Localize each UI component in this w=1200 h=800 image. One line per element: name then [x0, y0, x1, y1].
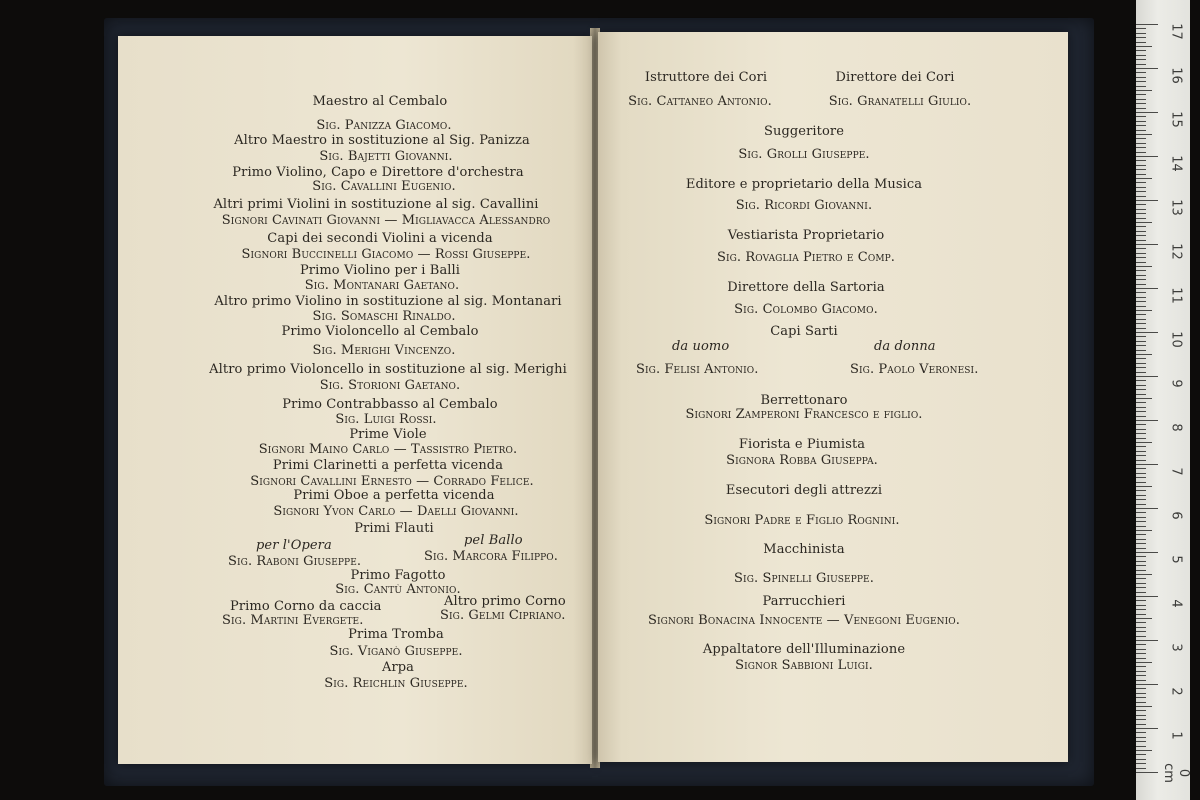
ruler-tick [1136, 768, 1146, 769]
name-line: Sig. Montanari Gaetano. [304, 278, 460, 293]
right-page [598, 32, 1068, 762]
ruler-tick [1136, 55, 1146, 56]
role-heading: Macchinista [763, 542, 845, 557]
ruler-tick [1136, 345, 1146, 346]
ruler-tick [1136, 574, 1152, 575]
role-heading: Altro Maestro in sostituzione al Sig. Panizza [234, 133, 530, 148]
role-heading: Prima Tromba [348, 627, 444, 642]
ruler-tick [1136, 394, 1146, 395]
ruler-tick [1136, 402, 1146, 403]
name-line: Sig. Rovaglia Pietro e Comp. [716, 250, 896, 265]
ruler-tick [1136, 640, 1158, 641]
ruler-tick [1136, 376, 1158, 377]
ruler-tick [1136, 671, 1146, 672]
ruler-tick [1136, 385, 1146, 386]
ruler-tick [1136, 301, 1146, 302]
name-line: Signori Bonacina Innocente — Venegoni Eugenio. [648, 613, 960, 628]
role-heading: Altro primo Violoncello in sostituzione al sig. Merighi [209, 362, 567, 377]
ruler-tick [1136, 407, 1146, 408]
name-line: Signori Cavallini Ernesto — Corrado Felice. [250, 474, 534, 489]
ruler-tick [1136, 433, 1146, 434]
ruler-tick [1136, 279, 1146, 280]
role-heading: Appaltatore dell'Illuminazione [702, 642, 906, 657]
role-heading: Capi dei secondi Violini a vicenda [267, 231, 493, 246]
ruler-tick [1136, 37, 1146, 38]
name-line: Sig. Cantù Antonio. [335, 582, 461, 597]
ruler-number: 13 [1168, 199, 1184, 216]
ruler-tick [1136, 543, 1146, 544]
ruler-tick [1136, 737, 1146, 738]
role-heading: Arpa [381, 660, 415, 675]
role-heading: Suggeritore [763, 124, 845, 139]
name-line: Signori Zamperoni Francesco e figlio. [685, 407, 923, 422]
name-line: Sig. Gelmi Cipriano. [440, 608, 566, 623]
ruler-tick [1136, 59, 1146, 60]
ruler-tick [1136, 33, 1146, 34]
ruler-tick [1136, 468, 1146, 469]
ruler-tick [1136, 600, 1146, 601]
ruler-tick [1136, 266, 1152, 267]
name-line: Sig. Spinelli Giuseppe. [734, 571, 874, 586]
ruler-tick [1136, 605, 1146, 606]
ruler-tick [1136, 372, 1146, 373]
ruler-tick [1136, 323, 1146, 324]
ruler-tick [1136, 235, 1146, 236]
ruler-tick [1136, 495, 1146, 496]
ruler-tick [1136, 231, 1146, 232]
ruler-tick [1136, 222, 1152, 223]
ruler-tick [1136, 666, 1146, 667]
name-line: Sig. Paolo Veronesi. [850, 362, 979, 377]
ruler-tick [1136, 319, 1146, 320]
name-line: Signori Buccinelli Giacomo — Rossi Giuseppe. [241, 247, 531, 262]
ruler-tick [1136, 618, 1152, 619]
name-line: Sig. Bajetti Giovanni. [319, 149, 453, 164]
ruler-tick [1136, 464, 1158, 465]
name-line: Sig. Raboni Giuseppe. [228, 554, 362, 569]
ruler-tick [1136, 284, 1146, 285]
ruler-tick [1136, 530, 1152, 531]
ruler-tick [1136, 416, 1146, 417]
name-line: Signori Cavinati Giovanni — Migliavacca Alessandro [221, 213, 551, 228]
name-line: Signori Yvon Carlo — Daelli Giovanni. [273, 504, 519, 519]
name-line: Sig. Felisi Antonio. [636, 362, 759, 377]
ruler-tick [1136, 336, 1146, 337]
ruler-tick [1136, 244, 1158, 245]
ruler-tick [1136, 165, 1146, 166]
ruler-number: 17 [1168, 23, 1184, 40]
ruler-tick [1136, 103, 1146, 104]
role-heading: Primo Corno da caccia [230, 599, 382, 614]
ruler-tick [1136, 253, 1146, 254]
ruler-tick [1136, 147, 1146, 148]
ruler-tick [1136, 424, 1146, 425]
role-heading: Primo Fagotto [350, 568, 446, 583]
ruler-unit-label: 0 cm [1161, 763, 1191, 783]
name-line: Sig. Cattaneo Antonio. [628, 94, 772, 109]
ruler-tick [1136, 512, 1146, 513]
ruler-tick [1136, 706, 1152, 707]
ruler-tick [1136, 240, 1146, 241]
role-heading: Parrucchieri [762, 594, 846, 609]
ruler-tick [1136, 592, 1146, 593]
ruler-tick [1136, 473, 1146, 474]
ruler-tick [1136, 741, 1146, 742]
ruler-tick [1136, 42, 1146, 43]
ruler-tick [1136, 297, 1146, 298]
ruler-tick [1136, 350, 1146, 351]
ruler-tick [1136, 460, 1146, 461]
role-heading: Altri primi Violini in sostituzione al sig. Cavallini [213, 197, 539, 212]
ruler-tick [1136, 169, 1146, 170]
ruler-tick [1136, 196, 1146, 197]
ruler-tick [1136, 684, 1158, 685]
name-line: Sig. Storioni Gaetano. [319, 378, 461, 393]
ruler-tick [1136, 675, 1146, 676]
ruler-number: 2 [1168, 687, 1184, 696]
role-heading: Altro primo Corno [444, 594, 566, 609]
role-heading: Primo Contrabbasso al Cembalo [282, 397, 498, 412]
ruler-tick [1136, 587, 1146, 588]
ruler-tick [1136, 152, 1146, 153]
ruler-tick [1136, 204, 1146, 205]
ruler-tick [1136, 81, 1146, 82]
ruler-tick [1136, 482, 1146, 483]
ruler-tick [1136, 693, 1146, 694]
role-heading: Esecutori degli attrezzi [725, 483, 883, 498]
ruler-tick [1136, 363, 1146, 364]
ruler-tick [1136, 719, 1146, 720]
ruler-tick [1136, 99, 1146, 100]
ruler-tick [1136, 275, 1146, 276]
ruler-tick [1136, 658, 1146, 659]
name-line: Signor Sabbioni Luigi. [735, 658, 873, 673]
name-line: Sig. Granatelli Giulio. [828, 94, 972, 109]
name-line: Signori Padre e Figlio Rognini. [704, 513, 900, 528]
ruler-tick [1136, 143, 1146, 144]
measurement-ruler [1136, 0, 1190, 800]
name-line: Signori Maino Carlo — Tassistro Pietro. [258, 442, 518, 457]
ruler-number: 15 [1168, 111, 1184, 128]
ruler-tick [1136, 108, 1146, 109]
name-line: Sig. Marcora Filippo. [424, 549, 559, 564]
ruler-number: 1 [1168, 731, 1184, 740]
ruler-tick [1136, 490, 1146, 491]
ruler-tick [1136, 262, 1146, 263]
ruler-number: 12 [1168, 243, 1184, 260]
ruler-tick [1136, 200, 1158, 201]
ruler-number: 4 [1168, 599, 1184, 608]
ruler-tick [1136, 486, 1152, 487]
ruler-tick [1136, 442, 1152, 443]
ruler-tick [1136, 724, 1146, 725]
ruler-tick [1136, 759, 1146, 760]
ruler-number: 11 [1168, 287, 1184, 304]
ruler-tick [1136, 680, 1146, 681]
ruler-tick [1136, 218, 1146, 219]
ruler-tick [1136, 156, 1158, 157]
ruler-number: 10 [1168, 331, 1184, 348]
ruler-tick [1136, 583, 1146, 584]
ruler-tick [1136, 702, 1146, 703]
ruler-number: 8 [1168, 423, 1184, 432]
ruler-tick [1136, 248, 1146, 249]
ruler-tick [1136, 596, 1158, 597]
ruler-tick [1136, 174, 1146, 175]
ruler-tick [1136, 257, 1146, 258]
ruler-tick [1136, 499, 1146, 500]
ruler-tick [1136, 213, 1146, 214]
name-line: Sig. Merighi Vincenzo. [312, 343, 456, 358]
ruler-tick [1136, 28, 1146, 29]
ruler-tick [1136, 631, 1146, 632]
ruler-tick [1136, 570, 1146, 571]
name-line: Signora Robba Giuseppa. [726, 453, 878, 468]
ruler-tick [1136, 504, 1146, 505]
role-heading: Berrettonaro [760, 393, 848, 408]
ruler-number: 16 [1168, 67, 1184, 84]
ruler-number: 7 [1168, 467, 1184, 476]
role-heading: Direttore della Sartoria [727, 280, 885, 295]
ruler-tick [1136, 772, 1158, 773]
ruler-tick [1136, 446, 1146, 447]
role-heading: Vestiarista Proprietario [727, 228, 885, 243]
ruler-tick [1136, 134, 1152, 135]
ruler-tick [1136, 50, 1146, 51]
ruler-tick [1136, 116, 1146, 117]
name-line: Sig. Reichlin Giuseppe. [324, 676, 468, 691]
ruler-tick [1136, 477, 1146, 478]
subheading-italic: da donna [874, 339, 936, 354]
name-line: Sig. Somaschi Rinaldo. [312, 309, 456, 324]
name-line: Sig. Cavallini Eugenio. [312, 179, 456, 194]
ruler-tick [1136, 565, 1146, 566]
ruler-tick [1136, 552, 1158, 553]
ruler-tick [1136, 310, 1152, 311]
ruler-tick [1136, 420, 1158, 421]
name-line: Sig. Grolli Giuseppe. [738, 147, 870, 162]
ruler-tick [1136, 662, 1152, 663]
ruler-tick [1136, 121, 1146, 122]
ruler-tick [1136, 539, 1146, 540]
ruler-number: 9 [1168, 379, 1184, 388]
ruler-tick [1136, 688, 1146, 689]
role-heading: Primo Violoncello al Cembalo [281, 324, 479, 339]
ruler-tick [1136, 46, 1152, 47]
ruler-tick [1136, 90, 1152, 91]
ruler-tick [1136, 77, 1146, 78]
ruler-tick [1136, 332, 1158, 333]
ruler-tick [1136, 763, 1146, 764]
ruler-tick [1136, 715, 1146, 716]
ruler-tick [1136, 187, 1146, 188]
ruler-tick [1136, 526, 1146, 527]
name-line: Sig. Martini Evergete. [222, 613, 364, 628]
ruler-tick [1136, 710, 1146, 711]
ruler-tick [1136, 556, 1146, 557]
ruler-tick [1136, 138, 1146, 139]
role-heading: Primi Flauti [354, 521, 434, 536]
ruler-tick [1136, 429, 1146, 430]
ruler-tick [1136, 24, 1158, 25]
name-line: Sig. Panizza Giacomo. [316, 118, 452, 133]
ruler-tick [1136, 130, 1146, 131]
ruler-tick [1136, 644, 1146, 645]
ruler-tick [1136, 72, 1146, 73]
ruler-tick [1136, 622, 1146, 623]
ruler-tick [1136, 411, 1146, 412]
ruler-tick [1136, 288, 1158, 289]
ruler-tick [1136, 306, 1146, 307]
ruler-number: 14 [1168, 155, 1184, 172]
ruler-tick [1136, 389, 1146, 390]
name-line: Sig. Luigi Rossi. [335, 412, 437, 427]
role-heading: Prime Viole [349, 427, 427, 442]
ruler-tick [1136, 64, 1146, 65]
ruler-tick [1136, 112, 1158, 113]
ruler-tick [1136, 746, 1146, 747]
ruler-tick [1136, 86, 1146, 87]
ruler-tick [1136, 94, 1146, 95]
ruler-tick [1136, 732, 1146, 733]
ruler-tick [1136, 508, 1158, 509]
role-heading: Direttore dei Cori [835, 70, 955, 85]
role-heading: Editore e proprietario della Musica [685, 177, 923, 192]
name-line: Sig. Colombo Giacomo. [734, 302, 878, 317]
name-line: Sig. Viganò Giuseppe. [329, 644, 463, 659]
ruler-tick [1136, 653, 1146, 654]
subheading-italic: pel Ballo [464, 533, 523, 548]
ruler-tick [1136, 636, 1146, 637]
ruler-tick [1136, 561, 1146, 562]
ruler-tick [1136, 455, 1146, 456]
left-page [118, 36, 592, 764]
ruler-tick [1136, 68, 1158, 69]
ruler-tick [1136, 178, 1152, 179]
ruler-tick [1136, 754, 1146, 755]
ruler-tick [1136, 270, 1146, 271]
name-line: Sig. Ricordi Giovanni. [735, 198, 873, 213]
ruler-tick [1136, 328, 1146, 329]
ruler-tick [1136, 548, 1146, 549]
role-heading: Fiorista e Piumista [738, 437, 866, 452]
ruler-tick [1136, 534, 1146, 535]
role-heading: Maestro al Cembalo [312, 94, 448, 109]
ruler-tick [1136, 380, 1146, 381]
ruler-tick [1136, 182, 1146, 183]
ruler-tick [1136, 609, 1146, 610]
ruler-number: 3 [1168, 643, 1184, 652]
ruler-tick [1136, 750, 1152, 751]
ruler-tick [1136, 398, 1152, 399]
ruler-tick [1136, 160, 1146, 161]
ruler-tick [1136, 341, 1146, 342]
role-heading: Capi Sarti [770, 324, 838, 339]
ruler-tick [1136, 649, 1146, 650]
ruler-tick [1136, 614, 1146, 615]
role-heading: Primi Clarinetti a perfetta vicenda [272, 458, 504, 473]
ruler-tick [1136, 354, 1152, 355]
ruler-tick [1136, 367, 1146, 368]
ruler-tick [1136, 517, 1146, 518]
ruler-tick [1136, 125, 1146, 126]
role-heading: Altro primo Violino in sostituzione al sig. Montanari [214, 294, 562, 309]
ruler-tick [1136, 627, 1146, 628]
ruler-number: 6 [1168, 511, 1184, 520]
ruler-tick [1136, 314, 1146, 315]
ruler-tick [1136, 209, 1146, 210]
ruler-tick [1136, 191, 1146, 192]
role-heading: Istruttore dei Cori [644, 70, 768, 85]
subheading-italic: da uomo [672, 339, 730, 354]
role-heading: Primo Violino, Capo e Direttore d'orchestra [232, 165, 524, 180]
role-heading: Primo Violino per i Balli [299, 263, 461, 278]
ruler-tick [1136, 728, 1158, 729]
ruler-tick [1136, 292, 1146, 293]
ruler-tick [1136, 226, 1146, 227]
role-heading: Primi Oboe a perfetta vicenda [293, 488, 495, 503]
ruler-tick [1136, 697, 1146, 698]
ruler-tick [1136, 358, 1146, 359]
subheading-italic: per l'Opera [256, 538, 332, 553]
ruler-number: 5 [1168, 555, 1184, 564]
ruler-tick [1136, 451, 1146, 452]
ruler-tick [1136, 578, 1146, 579]
ruler-tick [1136, 521, 1146, 522]
ruler-tick [1136, 438, 1146, 439]
